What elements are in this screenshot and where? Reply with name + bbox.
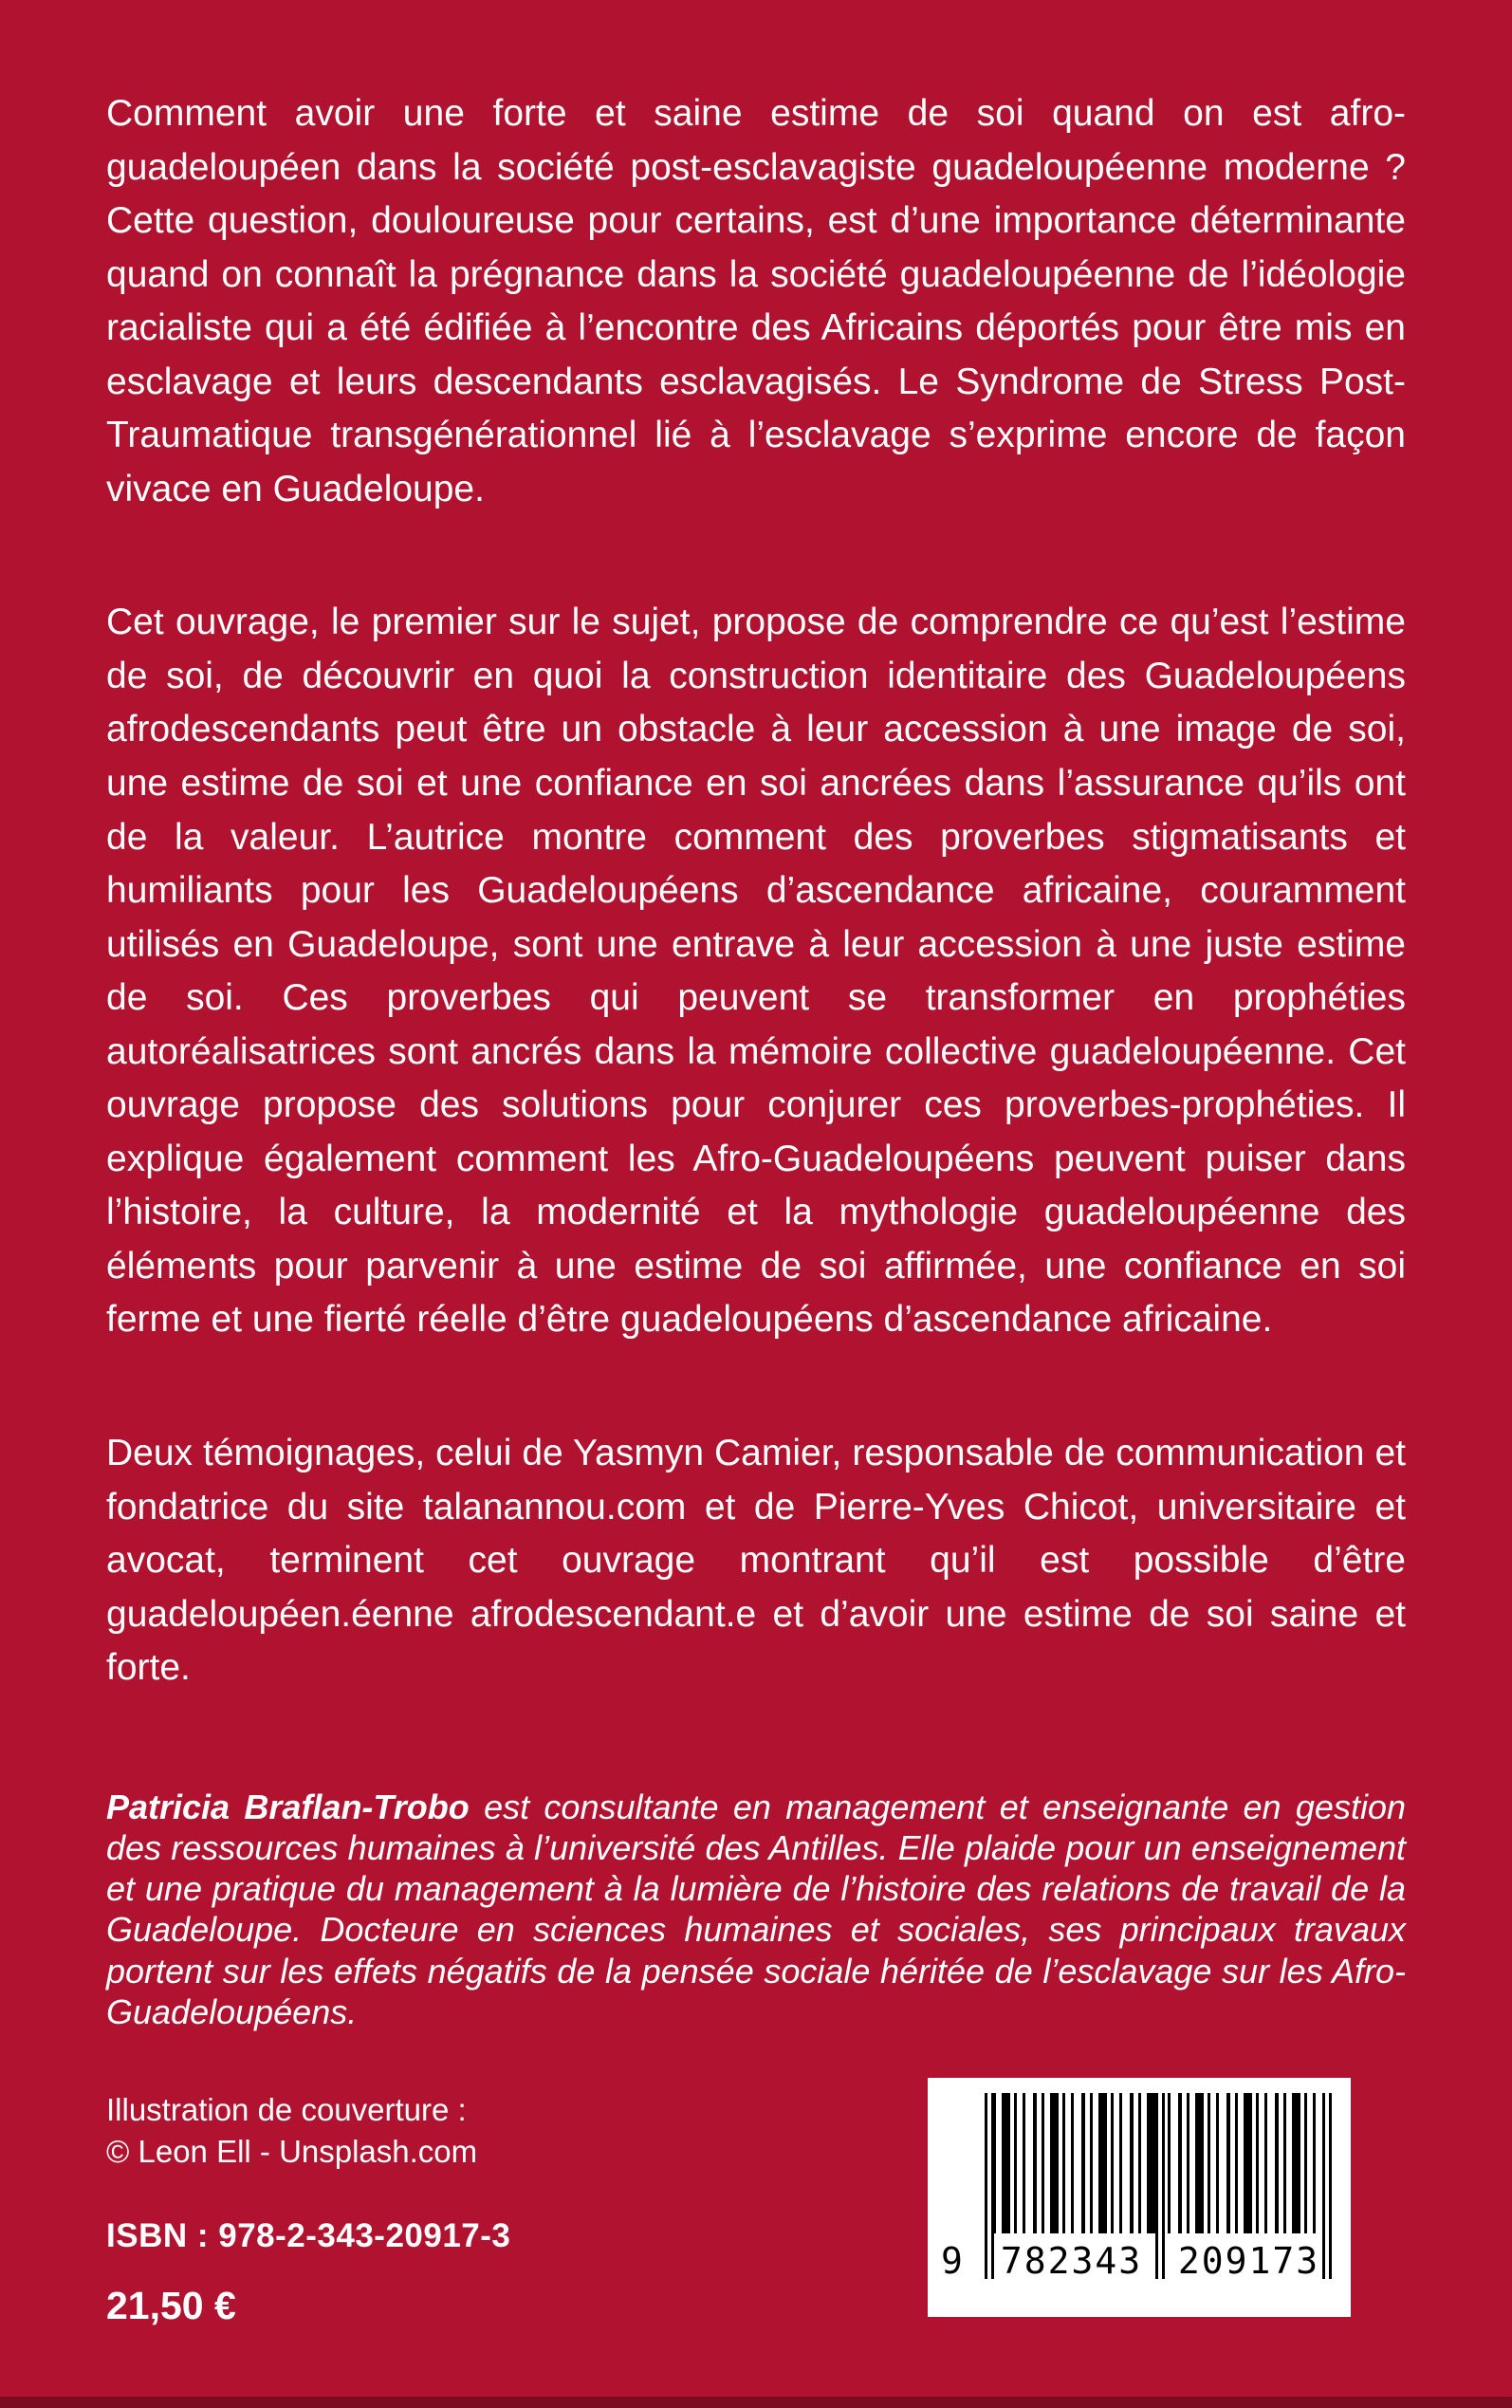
barcode-digits-left: 782343	[1000, 2240, 1143, 2282]
barcode-digits	[941, 2239, 1337, 2283]
back-cover-text-column	[106, 87, 1406, 2328]
bottom-edge-strip	[0, 2397, 1512, 2408]
barcode-digit-lead: 9	[941, 2240, 963, 2282]
credit-line-2: © Leon Ell - Unsplash.com	[106, 2134, 478, 2170]
author-bio	[106, 1787, 1406, 2032]
isbn-number: ISBN : 978-2-343-20917-3	[106, 2216, 511, 2254]
back-cover-paragraph-2: Cet ouvrage, le premier sur le sujet, propose de comprendre ce qu’est l’estime de soi, de découvrir en quoi la construction identitaire des Guadeloupéens afrodescendants peut être un obstacle à leur accession à une image de soi, une estime de soi et une confiance en soi ancrées dans l’assurance qu’ils ont de la valeur. L’autrice montre comment des proverbes stigmatisants et humiliants pour les Guadeloupéens d’ascendance africaine, couramment utilisés en Guadeloupe, sont une entrave à leur accession à une juste estime de soi. Ces proverbes qui peuvent se transformer en prophéties autoréalisatrices sont ancrés dans la mémoire collective guadeloupéenne. Cet ouvrage propose des solutions pour conjurer ces proverbes-prophéties. Il explique également comment les Afro-Guadeloupéens peuvent puiser dans l’histoire, la culture, la modernité et la mythologie guadeloupéenne des éléments pour parvenir à une estime de soi affirmée, une confiance en soi ferme et une fierté réelle d’être guadeloupéens d’ascendance africaine.	[106, 602, 1406, 1341]
barcode	[928, 2078, 1351, 2317]
credit-line-1: Illustration de couverture :	[106, 2091, 467, 2127]
back-cover-paragraph-1: Comment avoir une forte et saine estime de soi quand on est afro-guadeloupéen dans la société post-esclavagiste guadeloupéenne moderne ? Cette question, douloureuse pour certains, est d’une importance déterminante quand on connaît la prégnance dans la société guadeloupéenne de l’idéologie racialiste qui a été édifiée à l’encontre des Africains déportés pour être mis en esclavage et leurs descendants esclavagisés. Le Syndrome de Stress Post-Traumatique transgénérationnel lié à l’esclavage s’exprime encore de façon vivace en Guadeloupe.	[106, 93, 1406, 509]
author-bio-text: est consultante en management et enseignante en gestion des ressources humaines à l’université des Antilles. Elle plaide pour un enseignement et une pratique du management à la lumière de l’histoire des relations de travail de la Guadeloupe. Docteure en sciences humaines et sociales, ses principaux travaux portent sur les effets négatifs de la pensée sociale héritée de l’esclavage sur les Afro-Guadeloupéens.	[106, 1787, 1406, 2031]
price: 21,50 €	[106, 2283, 236, 2327]
back-cover-paragraph-3: Deux témoignages, celui de Yasmyn Camier, responsable de communication et fondatrice du site talanannou.com et de Pierre-Yves Chicot, universitaire et avocat, terminent cet ouvrage montrant qu’il est possible d’être guadeloupéen.éenne afrodescendant.e et d’avoir une estime de soi saine et forte.	[106, 1433, 1406, 1689]
author-name: Patricia Braflan-Trobo	[106, 1787, 470, 1826]
barcode-digits-right: 209173	[1177, 2240, 1320, 2282]
